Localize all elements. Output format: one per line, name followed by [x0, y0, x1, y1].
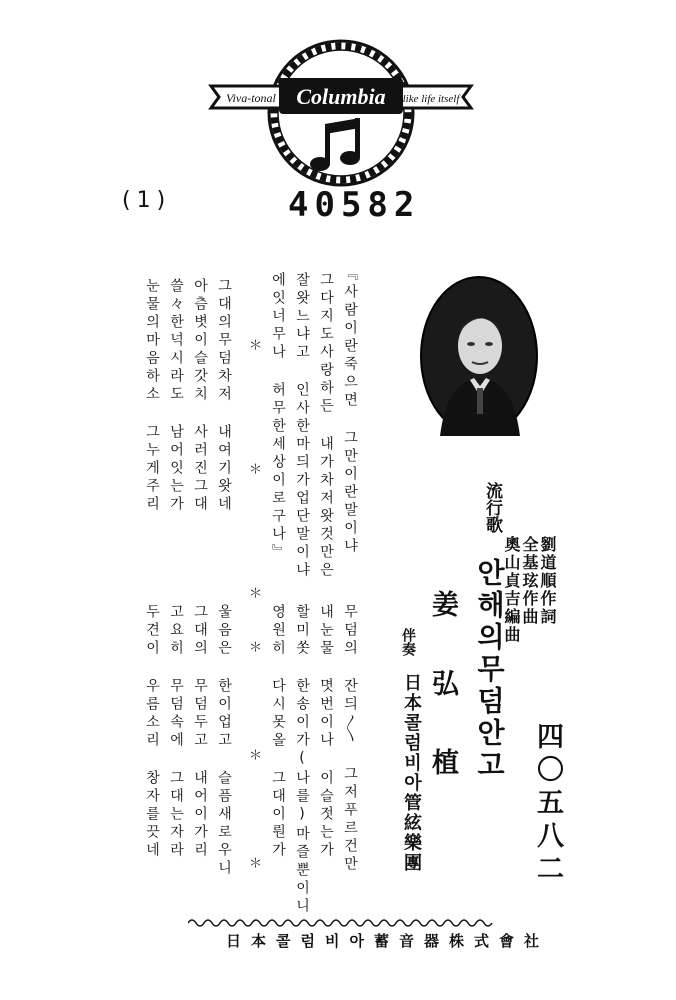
- lyric-line: 눈물의마음하소 그누게주리: [144, 278, 160, 514]
- columbia-logo: [205, 38, 477, 188]
- lyric-separator: ＊ ＊ ＊: [246, 640, 261, 909]
- lyric-line: 에잇너무나 허무한세상이로구나』: [270, 272, 286, 562]
- page-number: (1): [122, 188, 172, 213]
- lyric-line: 울음은 한이업고 슬픔새로우니: [216, 604, 232, 878]
- lyric-line: 그다지도사랑하든 내가차저왓것만은: [318, 272, 334, 580]
- lyric-line: 쓸々한넉시라도 남어잇는가: [168, 278, 184, 514]
- lyric-line: 그대의 무덤두고 내어이가리: [192, 604, 208, 860]
- orchestra-name: 日本콜럼비아管絃樂團: [401, 673, 422, 873]
- singer-portrait: [420, 276, 538, 436]
- footer-wavy-rule: [188, 916, 496, 930]
- accompaniment-label: 伴奏: [400, 628, 416, 656]
- lyric-line: 『사람이란죽으면 그만이란말이냐: [342, 266, 358, 556]
- record-number: 40582: [288, 185, 421, 225]
- lyric-line: 할미쏫 한송이가(나를)마즐뿐이니: [294, 604, 310, 916]
- lyric-line: 무덤의 잔듸〳〵 그저푸르건만: [342, 604, 358, 874]
- song-title: 안해의무덤안고: [473, 558, 506, 782]
- record-number-kanji: 四〇五八二: [532, 722, 563, 887]
- logo-brand: Columbia: [296, 84, 386, 109]
- lyric-line: 아츰볏이슬갓치 사러진그대: [192, 278, 208, 514]
- singer-name: 姜弘植: [427, 590, 458, 827]
- lyric-line: 잘왓느냐고 인사한마듸가업단말이냐: [294, 272, 310, 580]
- logo-right-slogan: like life itself: [402, 93, 460, 105]
- lyric-line: 두견이 우름소리 창자를끗네: [144, 604, 160, 860]
- genre-label: 流行歌: [482, 482, 502, 533]
- lyric-line: 내눈물 몃번이나 이슬젓는가: [318, 604, 334, 860]
- lyric-line: 그대의무덤차저 내여기왓네: [216, 278, 232, 514]
- credit-lyricist: 劉道順作詞: [538, 536, 557, 626]
- logo-left-slogan: Viva-tonal: [226, 91, 276, 105]
- company-name: 日本콜럼비아蓄音器株式會社: [226, 932, 549, 950]
- lyric-line: 영원히 다시못올 그대이뤈가: [270, 604, 286, 860]
- lyric-line: 고요히 무덤속에 그대는자라: [168, 604, 184, 860]
- credit-composer: 全基玹作曲: [520, 536, 539, 626]
- lyric-separator: ＊ ＊ ＊: [246, 338, 261, 647]
- credit-arranger: 奧山貞吉編曲: [502, 536, 521, 644]
